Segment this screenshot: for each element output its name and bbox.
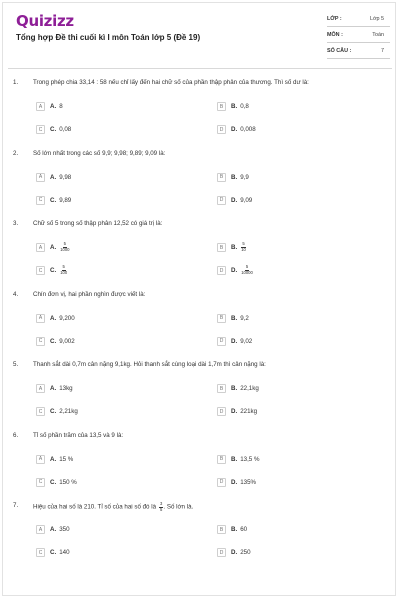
info-row-question-count [327,43,390,59]
answer-option-d[interactable] [217,406,257,417]
answer-option-d[interactable] [217,336,252,347]
option-text: 150 % [59,478,77,486]
option-checkbox[interactable]: B [217,243,226,252]
option-checkbox[interactable]: B [217,525,226,534]
question-text-main: Thanh sắt dài 0,7m cân nặng 9,1kg. Hỏi thanh sắt cùng loại dài 1,7m thì cân nặng là: [33,361,266,368]
option-checkbox[interactable]: C [36,337,45,346]
option-checkbox[interactable]: A [36,455,45,464]
option-letter: A. [50,244,57,251]
answer-option-a[interactable] [36,524,70,535]
option-letter: D. [231,478,238,486]
question-number: 2. [13,149,19,157]
option-letter: D. [231,408,238,415]
question-text [33,502,193,512]
option-letter: B. [231,103,238,110]
answer-option-c[interactable] [36,195,71,206]
header-divider [8,68,392,69]
option-text: 0,008 [240,126,256,133]
option-checkbox[interactable]: B [217,173,226,182]
answer-option-b[interactable] [217,242,246,253]
option-text: 0,8 [240,103,249,110]
option-checkbox[interactable]: D [217,478,226,487]
option-text: 250 [240,549,251,556]
fraction-numerator: 5 [242,241,245,247]
option-checkbox[interactable]: A [36,314,45,323]
option-text: 13kg [59,385,73,392]
fraction-denominator: 10000 [241,270,253,275]
option-checkbox[interactable]: A [36,525,45,534]
option-checkbox[interactable]: B [217,455,226,464]
document-title: Tổng hợp Đề thi cuối kì I môn Toán lớp 5 (Đề 19) [16,33,201,42]
answer-option-c[interactable] [36,124,71,135]
answer-option-c[interactable] [36,336,75,347]
question-text-main: Hiệu của hai số là 210. Tỉ số của hai số đó là [33,503,157,511]
fraction-denominator: 100 [60,270,68,275]
answer-option-b[interactable] [217,172,249,183]
question-text-main: Tỉ số phần trăm của 13,5 và 9 là: [33,431,124,439]
option-checkbox[interactable]: A [36,102,45,111]
info-box [327,11,390,59]
option-fraction [241,242,246,252]
fraction-denominator: 10 [241,247,246,252]
option-text: 22,1kg [240,385,259,392]
info-label: MÔN : [327,31,343,38]
option-letter: A. [50,173,57,181]
option-checkbox[interactable]: D [217,125,226,134]
option-letter: D. [231,549,238,556]
fraction-numerator: 5 [245,264,249,270]
option-letter: B. [231,244,238,251]
answer-option-d[interactable] [217,265,253,276]
question-number: 6. [13,431,19,439]
option-letter: C. [50,408,57,415]
answer-option-a[interactable] [36,313,75,324]
answer-option-a[interactable] [36,383,73,394]
question-text [33,79,309,86]
option-fraction [60,265,67,275]
option-text: 9,9 [240,173,249,181]
question-text [33,432,123,439]
option-letter: B. [231,314,238,322]
option-checkbox[interactable]: D [217,337,226,346]
answer-option-b[interactable] [217,454,259,465]
option-letter: C. [50,337,57,345]
option-text: 140 [59,549,70,556]
option-checkbox[interactable]: D [217,266,226,275]
question-number: 1. [13,79,19,86]
option-letter: C. [50,478,57,486]
question-number: 7. [13,502,19,509]
option-checkbox[interactable]: C [36,548,45,557]
info-label: LỚP : [327,15,342,22]
answer-option-a[interactable] [36,172,71,183]
option-checkbox[interactable]: B [217,314,226,323]
option-letter: C. [50,126,57,133]
question-text [33,361,266,368]
option-text: 9,02 [240,337,253,345]
option-text: 135% [240,478,257,486]
answer-option-d[interactable] [217,124,256,135]
option-text: 9,89 [59,196,72,204]
answer-option-d[interactable] [217,195,252,206]
question-number: 3. [13,220,19,227]
option-checkbox[interactable]: B [217,384,226,393]
answer-option-c[interactable] [36,477,77,488]
option-text: 13,5 % [240,455,260,463]
option-letter: C. [50,549,57,556]
answer-option-c[interactable] [36,265,67,276]
option-letter: C. [50,267,57,274]
answer-option-b[interactable] [217,101,249,112]
fraction-numerator: 5 [62,264,65,270]
answer-option-c[interactable] [36,547,70,558]
answer-option-d[interactable] [217,547,251,558]
option-letter: B. [231,526,238,533]
option-text: 2,21kg [59,408,78,415]
option-text: 60 [240,526,248,533]
option-text: 0,08 [59,126,72,133]
question-text-main: Trong phép chia 33,14 : 58 nếu chỉ lấy đến hai chữ số của phần thập phân của thương. Thì số dư là: [33,79,309,86]
fraction-numerator: 5 [63,241,67,247]
option-checkbox[interactable]: A [36,173,45,182]
option-letter: B. [231,173,238,181]
option-letter: A. [50,385,57,392]
answer-option-a[interactable] [36,454,73,465]
option-checkbox[interactable]: C [36,196,45,205]
question-text [33,291,145,298]
question-text-main: Số lớn nhất trong các số 9,9; 9,98; 9,89; 9,09 là: [33,149,166,157]
info-row-class [327,11,390,27]
answer-option-b[interactable] [217,383,259,394]
option-checkbox[interactable]: C [36,266,45,275]
answer-option-b[interactable] [217,524,247,535]
option-letter: A. [50,455,57,463]
option-checkbox[interactable]: C [36,407,45,416]
option-fraction [60,242,69,252]
info-value: Lớp 5 [369,15,384,22]
option-letter: A. [50,526,57,533]
question-text-main: Chín đơn vị, hai phần nghìn được viết là: [33,290,146,298]
info-row-subject [327,27,390,43]
question-text-main: Chữ số 5 trong số thập phân 12,52 có giá trị là: [33,220,163,227]
option-text: 9,2 [240,314,249,322]
option-letter: B. [231,455,238,463]
option-text: 15 % [59,455,74,463]
option-checkbox[interactable]: A [36,243,45,252]
question-text [33,220,162,227]
option-letter: D. [231,126,238,133]
option-text: 9,09 [240,196,253,204]
question-text [33,150,165,157]
answer-option-a[interactable] [36,242,70,253]
info-value: 7 [381,47,384,54]
answer-option-a[interactable] [36,101,63,112]
option-checkbox[interactable]: B [217,102,226,111]
option-letter: B. [231,385,238,392]
option-text: 9,002 [59,337,75,345]
option-text: 9,200 [59,314,75,322]
info-value: Toán [372,31,384,38]
option-checkbox[interactable]: D [217,407,226,416]
option-checkbox[interactable]: C [36,478,45,487]
option-text: 8 [59,103,63,110]
fraction-denominator: 1000 [60,247,70,252]
option-text: 221kg [240,408,258,415]
question-text-after: . Số lớn là. [163,503,194,511]
option-checkbox[interactable]: C [36,125,45,134]
option-letter: D. [231,337,238,345]
option-fraction [241,265,253,275]
answer-option-d[interactable] [217,477,256,488]
option-text: 9,98 [59,173,72,181]
fraction-numerator: 3 [160,501,163,506]
option-text: 350 [59,526,70,533]
answer-option-b[interactable] [217,313,249,324]
question-number: 5. [13,361,19,368]
fraction-denominator: 5 [160,506,163,512]
option-letter: C. [50,196,57,204]
option-letter: A. [50,103,57,110]
question-number: 4. [13,290,19,298]
option-checkbox[interactable]: D [217,548,226,557]
quizizz-logo: Quizizz [16,12,74,30]
option-checkbox[interactable]: A [36,384,45,393]
answer-option-c[interactable] [36,406,78,417]
info-label: SỐ CÂU : [327,47,352,54]
option-letter: A. [50,314,57,322]
option-letter: D. [231,196,238,204]
option-checkbox[interactable]: D [217,196,226,205]
option-letter: D. [231,267,238,274]
